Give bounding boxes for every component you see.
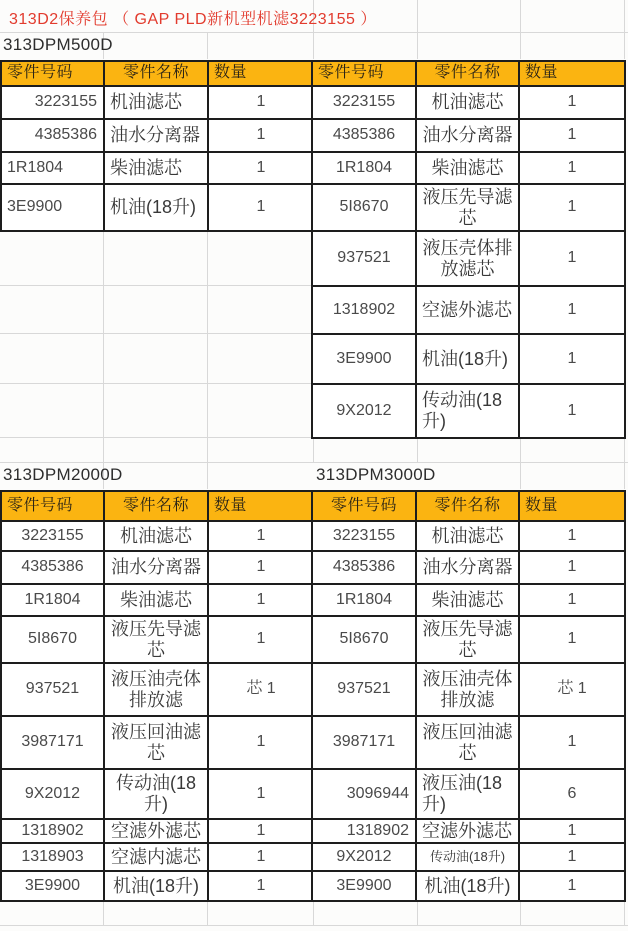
cell-qty: 1: [519, 286, 625, 334]
cell-name: 液压回油滤芯: [104, 716, 208, 769]
cell-qty: 1: [519, 152, 625, 184]
gridline: [313, 437, 314, 462]
cell-qty: 芯 1: [208, 663, 314, 716]
cell-name: 机油滤芯: [416, 521, 519, 551]
cell-part: 1R1804: [1, 152, 104, 184]
table-row: [1, 616, 314, 663]
cell-name: 油水分离器: [104, 119, 208, 152]
cell-name: 机油滤芯: [104, 521, 208, 551]
cell-part: 3987171: [312, 716, 416, 769]
cell-part: 937521: [312, 231, 416, 286]
cell-name: 空滤内滤芯: [104, 843, 208, 871]
table-313dpm500d-right: [311, 60, 626, 439]
table-row: [1, 184, 314, 231]
cell-qty: 1: [519, 584, 625, 616]
header-qty: 数量: [519, 61, 625, 86]
cell-name: 传动油(18升): [104, 769, 208, 819]
cell-name: 传动油(18升): [416, 384, 519, 438]
table-row: [1, 871, 314, 901]
table-row: [1, 86, 314, 119]
table-row: [312, 616, 625, 663]
header-part-number: 零件号码: [312, 491, 416, 521]
table-header-row: [312, 491, 625, 521]
cell-part: 5I8670: [1, 616, 104, 663]
cell-name: 机油(18升): [416, 334, 519, 384]
gridline: [417, 437, 418, 462]
cell-part: 1318902: [312, 819, 416, 843]
gridline: [207, 231, 208, 437]
cell-part: 3E9900: [1, 184, 104, 231]
cell-name: 油水分离器: [416, 551, 519, 584]
cell-qty: 1: [519, 184, 625, 231]
section-label-313dpm3000d: 313DPM3000D: [316, 465, 436, 484]
gridline: [0, 333, 312, 334]
cell-part: 3223155: [1, 521, 104, 551]
cell-name: 机油(18升): [104, 871, 208, 901]
table-313dpm2000d: [0, 490, 315, 902]
cell-part: 5I8670: [312, 616, 416, 663]
table-row: [312, 152, 625, 184]
cell-name: 液压回油滤芯: [416, 716, 519, 769]
cell-name: 柴油滤芯: [416, 152, 519, 184]
gridline: [417, 901, 418, 925]
table-row: [312, 334, 625, 384]
table-row: [312, 286, 625, 334]
cell-part: 3223155: [312, 521, 416, 551]
cell-part: 937521: [1, 663, 104, 716]
cell-qty: 1: [208, 86, 314, 119]
cell-qty: 1: [519, 551, 625, 584]
cell-qty: 芯 1: [519, 663, 625, 716]
gridline: [624, 32, 625, 59]
gridline: [624, 437, 625, 462]
cell-qty: 1: [208, 184, 314, 231]
cell-qty: 1: [519, 716, 625, 769]
cell-name: 油水分离器: [416, 119, 519, 152]
cell-qty: 1: [519, 119, 625, 152]
header-part-name: 零件名称: [416, 61, 519, 86]
cell-part: 3987171: [1, 716, 104, 769]
cell-qty: 1: [519, 871, 625, 901]
header-part-name: 零件名称: [104, 491, 208, 521]
cell-qty: 1: [208, 616, 314, 663]
cell-qty: 1: [519, 843, 625, 871]
cell-name: 液压壳体排放滤芯: [416, 231, 519, 286]
header-part-name: 零件名称: [104, 61, 208, 86]
cell-name: 机油滤芯: [416, 86, 519, 119]
gridline: [624, 0, 625, 32]
cell-qty: 1: [208, 769, 314, 819]
table-313dpm500d-left: [0, 60, 315, 232]
cell-part: 3223155: [312, 86, 416, 119]
cell-part: 3E9900: [312, 334, 416, 384]
cell-qty: 1: [208, 819, 314, 843]
cell-qty: 1: [519, 334, 625, 384]
cell-name: 空滤外滤芯: [416, 819, 519, 843]
cell-part: 1318902: [312, 286, 416, 334]
cell-part: 1R1804: [312, 152, 416, 184]
gridline: [520, 437, 521, 462]
gridline: [0, 437, 312, 438]
gridline: [313, 32, 314, 59]
cell-name: 液压先导滤芯: [104, 616, 208, 663]
cell-part: 3E9900: [312, 871, 416, 901]
table-row: [1, 521, 314, 551]
gridline: [207, 437, 208, 462]
table-row: [312, 843, 625, 871]
table-row: [312, 584, 625, 616]
cell-name: 机油(18升): [416, 871, 519, 901]
table-row: [1, 716, 314, 769]
cell-part: 9X2012: [1, 769, 104, 819]
cell-name: 柴油滤芯: [416, 584, 519, 616]
table-header-row: [1, 491, 314, 521]
header-qty: 数量: [519, 491, 625, 521]
cell-name: 油水分离器: [104, 551, 208, 584]
cell-qty: 1: [519, 384, 625, 438]
gridline: [207, 901, 208, 925]
cell-part: 1318902: [1, 819, 104, 843]
gridline: [417, 32, 418, 59]
gridline: [207, 32, 208, 59]
cell-part: 5I8670: [312, 184, 416, 231]
gridline: [207, 462, 208, 489]
cell-name: 液压先导滤芯: [416, 184, 519, 231]
table-row: [312, 231, 625, 286]
table-row: [312, 551, 625, 584]
cell-part: 1318903: [1, 843, 104, 871]
table-row: [312, 119, 625, 152]
header-qty: 数量: [208, 61, 314, 86]
table-row: [312, 819, 625, 843]
cell-name: 机油滤芯: [104, 86, 208, 119]
table-row: [1, 119, 314, 152]
cell-name: 空滤外滤芯: [104, 819, 208, 843]
header-part-name: 零件名称: [416, 491, 519, 521]
cell-qty: 1: [208, 716, 314, 769]
cell-qty: 1: [208, 551, 314, 584]
cell-name: 柴油滤芯: [104, 152, 208, 184]
gridline: [624, 901, 625, 925]
table-row: [1, 769, 314, 819]
cell-qty: 1: [208, 119, 314, 152]
cell-part: 4385386: [312, 119, 416, 152]
table-header-row: [1, 61, 314, 86]
table-row: [1, 819, 314, 843]
gridline: [0, 285, 312, 286]
cell-part: 3223155: [1, 86, 104, 119]
table-313dpm3000d: [311, 490, 626, 902]
cell-part: 3096944: [312, 769, 416, 819]
cell-qty: 1: [208, 521, 314, 551]
cell-qty: 6: [519, 769, 625, 819]
cell-qty: 1: [519, 616, 625, 663]
gridline: [520, 901, 521, 925]
table-row: [1, 152, 314, 184]
cell-name: 液压油(18升): [416, 769, 519, 819]
cell-qty: 1: [519, 231, 625, 286]
cell-qty: 1: [208, 152, 314, 184]
cell-part: 3E9900: [1, 871, 104, 901]
cell-name: 液压油壳体排放滤: [104, 663, 208, 716]
cell-name: 柴油滤芯: [104, 584, 208, 616]
table-row: [312, 86, 625, 119]
gridline: [103, 437, 104, 462]
cell-qty: 1: [208, 584, 314, 616]
table-row: [1, 663, 314, 716]
cell-qty: 1: [208, 843, 314, 871]
cell-name: 液压先导滤芯: [416, 616, 519, 663]
cell-name: 液压油壳体排放滤: [416, 663, 519, 716]
header-part-number: 零件号码: [1, 491, 104, 521]
table-header-row: [312, 61, 625, 86]
sheet-title: 313D2保养包 （ GAP PLD新机型机滤3223155 ）: [9, 11, 377, 28]
gridline: [520, 32, 521, 59]
table-row: [312, 663, 625, 716]
cell-part: 9X2012: [312, 843, 416, 871]
table-row: [312, 871, 625, 901]
gridline: [624, 462, 625, 489]
cell-name: 传动油(18升): [416, 843, 519, 871]
cell-part: 937521: [312, 663, 416, 716]
table-row: [312, 769, 625, 819]
table-row: [312, 184, 625, 231]
header-qty: 数量: [208, 491, 314, 521]
gridline: [313, 901, 314, 925]
table-row: [1, 584, 314, 616]
cell-name: 机油(18升): [104, 184, 208, 231]
table-row: [1, 551, 314, 584]
header-part-number: 零件号码: [312, 61, 416, 86]
gridline: [520, 462, 521, 489]
cell-qty: 1: [519, 86, 625, 119]
table-row: [312, 521, 625, 551]
table-row: [312, 384, 625, 438]
cell-part: 4385386: [1, 119, 104, 152]
cell-qty: 1: [519, 521, 625, 551]
cell-name: 空滤外滤芯: [416, 286, 519, 334]
cell-part: 9X2012: [312, 384, 416, 438]
header-part-number: 零件号码: [1, 61, 104, 86]
section-label-313dpm2000d: 313DPM2000D: [3, 465, 123, 484]
section-label-313dpm500d: 313DPM500D: [3, 35, 113, 54]
gridline: [103, 901, 104, 925]
cell-part: 1R1804: [1, 584, 104, 616]
gridline: [0, 925, 628, 926]
gridline: [0, 383, 312, 384]
table-row: [1, 843, 314, 871]
gridline: [103, 231, 104, 437]
cell-part: 4385386: [312, 551, 416, 584]
cell-qty: 1: [519, 819, 625, 843]
cell-qty: 1: [208, 871, 314, 901]
table-row: [312, 716, 625, 769]
cell-part: 4385386: [1, 551, 104, 584]
cell-part: 1R1804: [312, 584, 416, 616]
